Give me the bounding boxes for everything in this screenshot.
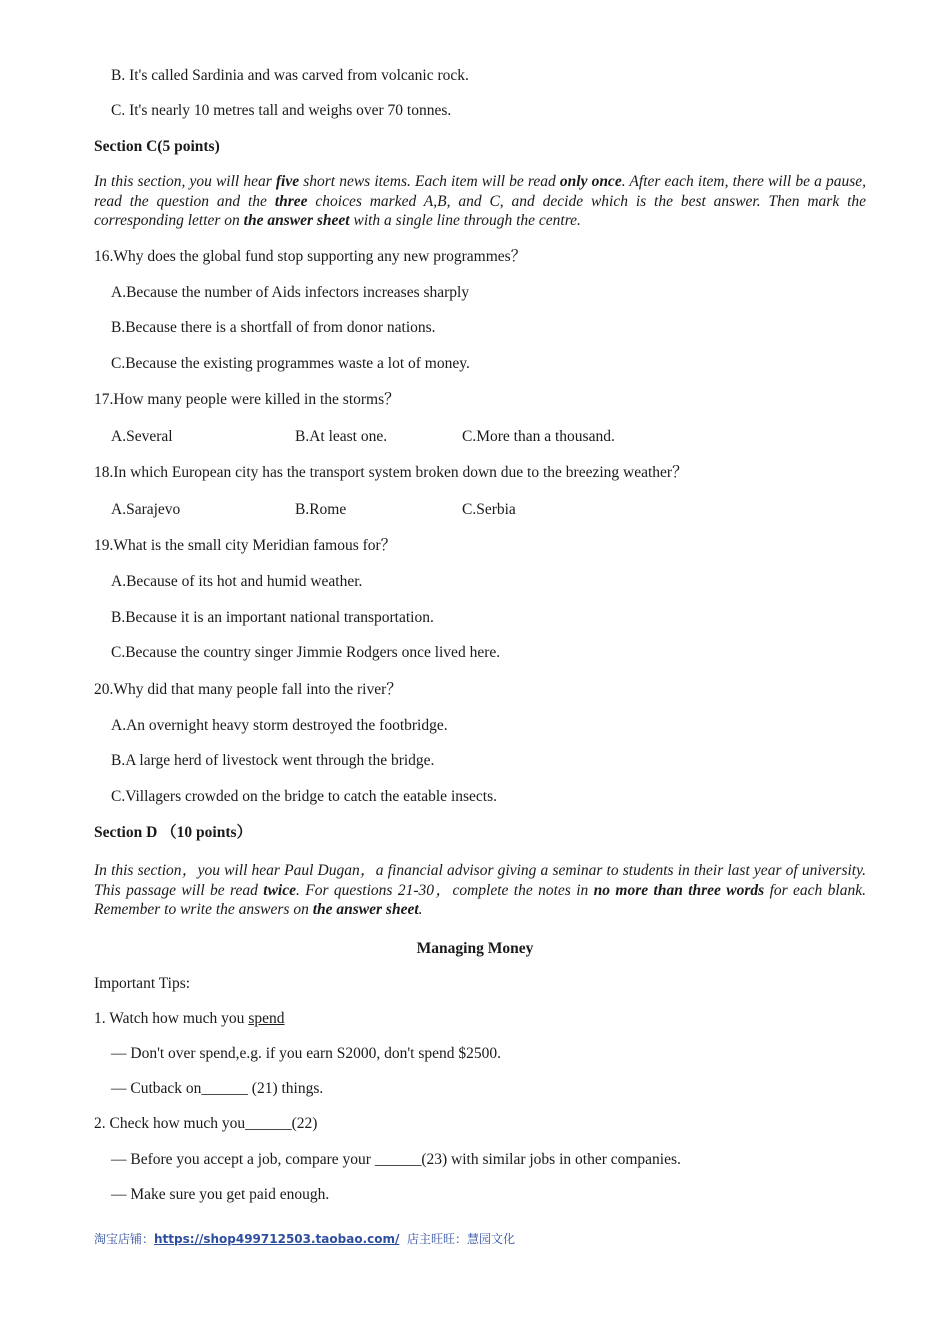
tip-2-detail-a-blank-23: — Before you accept a job, compare your ______(23) with similar jobs in other companies. bbox=[111, 1151, 681, 1168]
q17-option-c: C.More than a thousand. bbox=[462, 428, 615, 445]
question-18: 18.In which European city has the transport system broken down due to the breezing weather？ bbox=[94, 464, 688, 481]
tip-1-underlined-word: spend bbox=[248, 1010, 285, 1027]
tip-1: 1. Watch how much you spend bbox=[94, 1010, 285, 1027]
footer-shop-link[interactable]: https://shop499712503.taobao.com/ bbox=[154, 1232, 400, 1246]
section-c-instruction: In this section, you will hear five short news items. Each item will be read only once. After each item, there will be a pause, read the question and the three choices marked A,B, and C, and decide which is the best answer. Then mark the corresponding letter on the answer sheet with a single line through the centre. bbox=[94, 173, 867, 229]
tip-1-detail-b-blank-21: — Cutback on______ (21) things. bbox=[111, 1080, 324, 1097]
q15-option-b: B. It's called Sardinia and was carved from volcanic rock. bbox=[111, 67, 469, 84]
question-20: 20.Why did that many people fall into the river？ bbox=[94, 681, 402, 698]
footer-shop-label: 淘宝店铺： bbox=[94, 1232, 155, 1246]
q16-option-a: A.Because the number of Aids infectors increases sharply bbox=[111, 284, 470, 301]
q20-option-b: B.A large herd of livestock went through the bridge. bbox=[111, 752, 435, 769]
notes-title: Managing Money bbox=[416, 940, 534, 957]
q18-option-c: C.Serbia bbox=[462, 501, 516, 518]
q19-option-a: A.Because of its hot and humid weather. bbox=[111, 573, 363, 590]
q16-option-b: B.Because there is a shortfall of from donor nations. bbox=[111, 319, 436, 336]
tip-2-blank-22: 2. Check how much you______(22) bbox=[94, 1115, 318, 1132]
tip-2-detail-b: — Make sure you get paid enough. bbox=[111, 1186, 330, 1203]
tips-label: Important Tips: bbox=[94, 975, 191, 992]
question-16: 16.Why does the global fund stop supporting any new programmes？ bbox=[94, 248, 527, 265]
q19-option-b: B.Because it is an important national transportation. bbox=[111, 609, 434, 626]
q17-option-a: A.Several bbox=[111, 428, 173, 445]
footer-owner-label: 店主旺旺：慧园文化 bbox=[399, 1232, 516, 1246]
q15-option-c: C. It's nearly 10 metres tall and weighs over 70 tonnes. bbox=[111, 102, 452, 119]
q18-option-b: B.Rome bbox=[295, 501, 347, 518]
q18-option-a: A.Sarajevo bbox=[111, 501, 181, 518]
section-c-heading: Section C(5 points) bbox=[94, 138, 220, 155]
q19-option-c: C.Because the country singer Jimmie Rodgers once lived here. bbox=[111, 644, 501, 661]
section-d-heading: Section D （10 points） bbox=[94, 824, 253, 841]
q16-option-c: C.Because the existing programmes waste a lot of money. bbox=[111, 355, 470, 372]
section-d-instruction: In this section，you will hear Paul Dugan，a financial advisor giving a seminar to students in their last year of university. This passage will be read twice. For questions 21-30，complete the notes in no more than three words for each blank. Remember to write the answers on the answer sheet. bbox=[94, 862, 866, 918]
question-17: 17.How many people were killed in the storms？ bbox=[94, 391, 400, 408]
q20-option-c: C.Villagers crowded on the bridge to catch the eatable insects. bbox=[111, 788, 498, 805]
question-19: 19.What is the small city Meridian famous for？ bbox=[94, 537, 397, 554]
q17-option-b: B.At least one. bbox=[295, 428, 388, 445]
footer-shop-info bbox=[94, 1230, 515, 1247]
q20-option-a: A.An overnight heavy storm destroyed the footbridge. bbox=[111, 717, 448, 734]
tip-1-detail-a: — Don't over spend,e.g. if you earn S2000, don't spend $2500. bbox=[111, 1045, 502, 1062]
